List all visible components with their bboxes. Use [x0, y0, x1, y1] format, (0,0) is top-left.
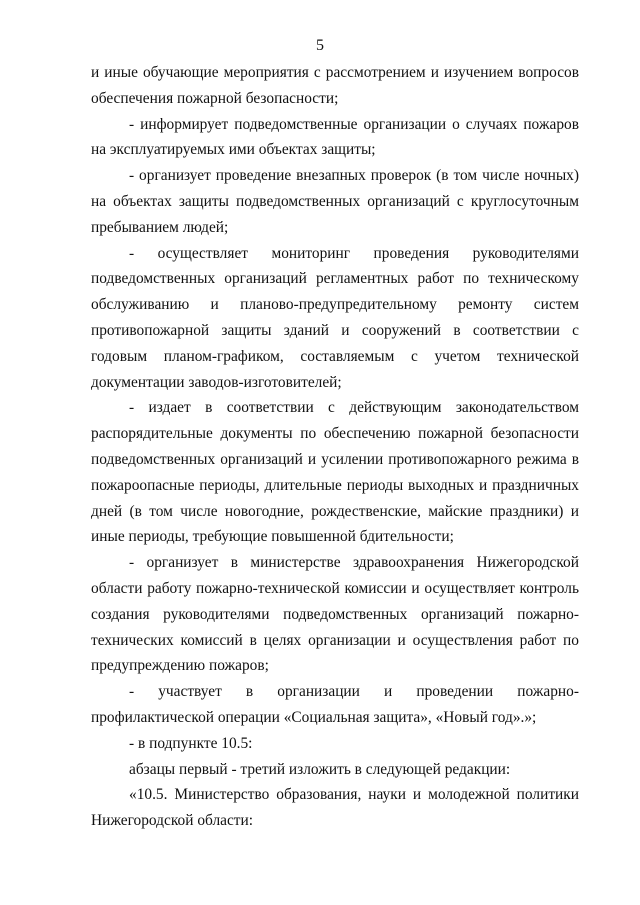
- paragraph-inform-organizations: - информирует подведомственные организации о случаях пожаров на эксплуатируемых ими объектах защиты;: [91, 115, 579, 159]
- document-body: [91, 60, 579, 834]
- paragraph-issue-documents: - издает в соответствии с действующим законодательством распорядительные документы по обеспечению пожарной безопасности подведомственных организаций и усилении противопожарного режима в пожароопасные периоды, длительные периоды выходных и праздничных дней (в том числе новогодние, рождественские, майские праздники) и иные периоды, требующие повышенной бдительности;: [91, 399, 579, 546]
- paragraph-sudden-inspections: - организует проведение внезапных проверок (в том числе ночных) на объектах защиты подведомственных организаций с круглосуточным пребыванием людей;: [91, 167, 579, 236]
- paragraph-monitoring: - осуществляет мониторинг проведения руководителями подведомственных организаций регламентных работ по техническому обслуживанию и планово-предупредительному ремонту систем противопожарной защиты зданий и сооружений в соответствии с годовым планом-графиком, составляемым с учетом технической документации заводов-изготовителей;: [91, 244, 579, 391]
- paragraph-participation: - участвует в организации и проведении пожарно-профилактической операции «Социальная защита», «Новый год».»;: [91, 683, 579, 726]
- paragraph-fire-commission: - организует в министерстве здравоохранения Нижегородской области работу пожарно-технической комиссии и осуществляет контроль создания руководителями подведомственных организаций пожарно-технических комиссий в целях организации и осуществления работ по предупреждению пожаров;: [91, 554, 579, 675]
- paragraph-amendment-instruction: абзацы первый - третий изложить в следующей редакции:: [129, 760, 511, 778]
- paragraph-continuation: и иные обучающие мероприятия с рассмотрением и изучением вопросов обеспечения пожарной безопасности;: [91, 64, 579, 107]
- paragraph-subpoint: - в подпункте 10.5:: [129, 734, 253, 752]
- page-number: 5: [316, 37, 324, 54]
- paragraph-section-10-5: «10.5. Министерство образования, науки и молодежной политики Нижегородской области:: [91, 786, 579, 830]
